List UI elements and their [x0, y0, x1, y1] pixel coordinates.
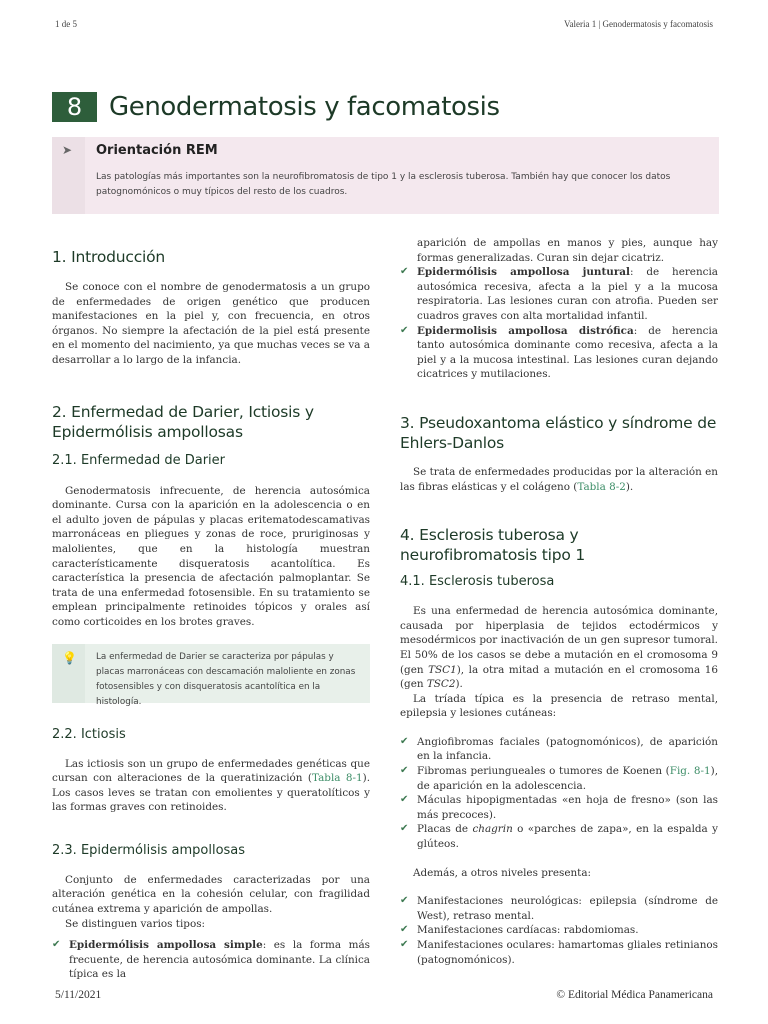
section-4-1-paragraph: Es una enfermedad de herencia autosómica dominante, causada por hiperplasia de tejidos ectodérmicos y mesodérmicos por inactivación de un gen supresor tumoral. El 50% de los casos se debe a mutación en el cromosoma 9 (gen TSC1), la otra mitad a mutación en el cromosoma 16 (gen TSC2). [400, 605, 718, 691]
list-item: ✔ Epidermólisis ampollosa juntural: de herencia autosómica recesiva, afecta a la piel y a la mucosa respiratoria. Las lesiones curan con atrofia. Pueden ser cuadros graves con alta mortalidad infantil. [400, 265, 718, 323]
section-2-3-paragraph: Conjunto de enfermedades caracterizadas por una alteración genética en la cohesión celular, con fragilidad cutánea extrema y aparición de ampollas. [52, 873, 370, 916]
section-2-3-title: 2.3. Epidermólisis ampollosas [52, 842, 246, 858]
section-4-title: 4. Esclerosis tuberosa y neurofibromatosis tipo 1 [400, 526, 586, 565]
section-2-title: 2. Enfermedad de Darier, Ictiosis y Epidermólisis ampollosas [52, 402, 314, 441]
epidermolysis-types-list [52, 938, 370, 982]
footer-copyright: © Editorial Médica Panamericana [556, 989, 713, 1001]
other-levels-intro: Además, a otros niveles presenta: [413, 866, 592, 879]
list-item: ✔ Placas de chagrin o «parches de zapa», en la espalda y glúteos. [400, 822, 718, 851]
section-2-2-paragraph: Las ictiosis son un grupo de enfermedades genéticas que cursan con alteraciones de la queratinización (Tabla 8-1). Los casos leves se tratan con emolientes y queratolíticos y las formas graves con retinoides. [52, 757, 370, 814]
section-2-2-title: 2.2. Ictiosis [52, 726, 126, 742]
list-item: ✔ Manifestaciones neurológicas: epilepsia (síndrome de West), retraso mental. [400, 894, 718, 923]
section-4-1-title: 4.1. Esclerosis tuberosa [400, 574, 555, 590]
table-8-1-link[interactable]: Tabla 8-1 [311, 772, 363, 785]
navigation-arrow-icon: ➤ [62, 143, 73, 157]
clinical-tip-box [52, 644, 370, 707]
epidermolysis-types-list-cont [400, 265, 718, 382]
section-3-title: 3. Pseudoxantoma elástico y síndrome de Ehlers-Danlos [400, 413, 717, 452]
list-continuation: aparición de ampollas en manos y pies, aunque hay formas generalizadas. Curan sin dejar cicatriz. [417, 237, 718, 264]
chapter-title: Genodermatosis y facomatosis [109, 92, 500, 122]
running-header: Valeria 1 | Genodermatosis y facomatosis [563, 19, 713, 29]
other-manifestations-list [400, 894, 718, 967]
section-1-title: 1. Introducción [52, 248, 166, 266]
list-item: ✔ Angiofibromas faciales (patognomónicos), de aparición en la infancia. [400, 735, 718, 764]
list-item: ✔ Máculas hipopigmentadas «en hoja de fresno» (son las más precoces). [400, 793, 718, 822]
lightbulb-icon: 💡 [62, 650, 77, 665]
fig-8-1-link[interactable]: Fig. 8-1 [669, 765, 711, 778]
cutaneous-lesions-list [400, 735, 718, 852]
list-item: ✔ Epidermolisis ampollosa distrófica: de herencia tanto autosómica dominante como recesiva, afecta a la piel y a la mucosa intestinal. Las lesiones curan dejando cicatrices y mutilaciones. [400, 324, 718, 382]
orientacion-rem-box [52, 137, 719, 214]
triad-paragraph: La tríada típica es la presencia de retraso mental, epilepsia y lesiones cutáneas: [400, 692, 718, 720]
section-2-3-intro: Se distinguen varios tipos: [65, 917, 206, 930]
list-item: ✔ Epidermólisis ampollosa simple: es la forma más frecuente, de herencia autosómica dominante. La clínica típica es la [52, 938, 370, 982]
section-3-paragraph: Se trata de enfermedades producidas por la alteración en las fibras elásticas y el colágeno (Tabla 8-2). [400, 465, 718, 493]
rem-title: Orientación REM [96, 143, 218, 158]
list-item: ✔ Manifestaciones oculares: hamartomas gliales retinianos (patognomónicos). [400, 938, 718, 967]
left-column [52, 247, 370, 982]
section-2-1-title: 2.1. Enfermedad de Darier [52, 452, 226, 468]
list-item: ✔ Fibromas periungueales o tumores de Koenen (Fig. 8-1), de aparición en la adolescencia. [400, 764, 718, 793]
right-column [400, 236, 718, 967]
footer-date: 5/11/2021 [55, 989, 102, 1001]
section-2-1-paragraph: Genodermatosis infrecuente, de herencia autosómica dominante. Cursa con la aparición en la adolescencia o en el adulto joven de pápulas y placas eritematodescamativas marronáceas en pliegues y zonas de roce, pruriginosas y malolientes, que en la histología muestran característicamente disqueratosis acantolítica. Es característica la presencia de afectación palmoplantar. Se trata de una enfermedad fotosensible. En su tratamiento se emplean principalmente retinoides tópicos y orales así como corticoides en los brotes graves. [52, 484, 370, 628]
tip-text: La enfermedad de Darier se caracteriza por pápulas y placas marronáceas con descamación maloliente en zonas fotosensibles y con disqueratosis acantolítica en la histología. [96, 651, 356, 707]
chapter-number: 8 [52, 92, 97, 122]
rem-body: Las patologías más importantes son la neurofibromatosis de tipo 1 y la esclerosis tuberosa. También hay que conocer los datos patognomónicos o muy típicos del resto de los cuadros. [96, 172, 671, 197]
section-1-paragraph: Se conoce con el nombre de genodermatosis a un grupo de enfermedades de origen genético que producen manifestaciones en la piel y, con frecuencia, en otros órganos. No siempre la afectación de la piel está presente en el momento del nacimiento, ya que muchas veces se va a desarrollar a lo largo de la infancia. [52, 281, 370, 366]
list-item: ✔ Manifestaciones cardíacas: rabdomiomas. [400, 923, 718, 938]
table-8-2-link[interactable]: Tabla 8-2 [577, 480, 626, 493]
chapter-heading [52, 92, 500, 122]
page-counter: 1 de 5 [55, 19, 77, 29]
